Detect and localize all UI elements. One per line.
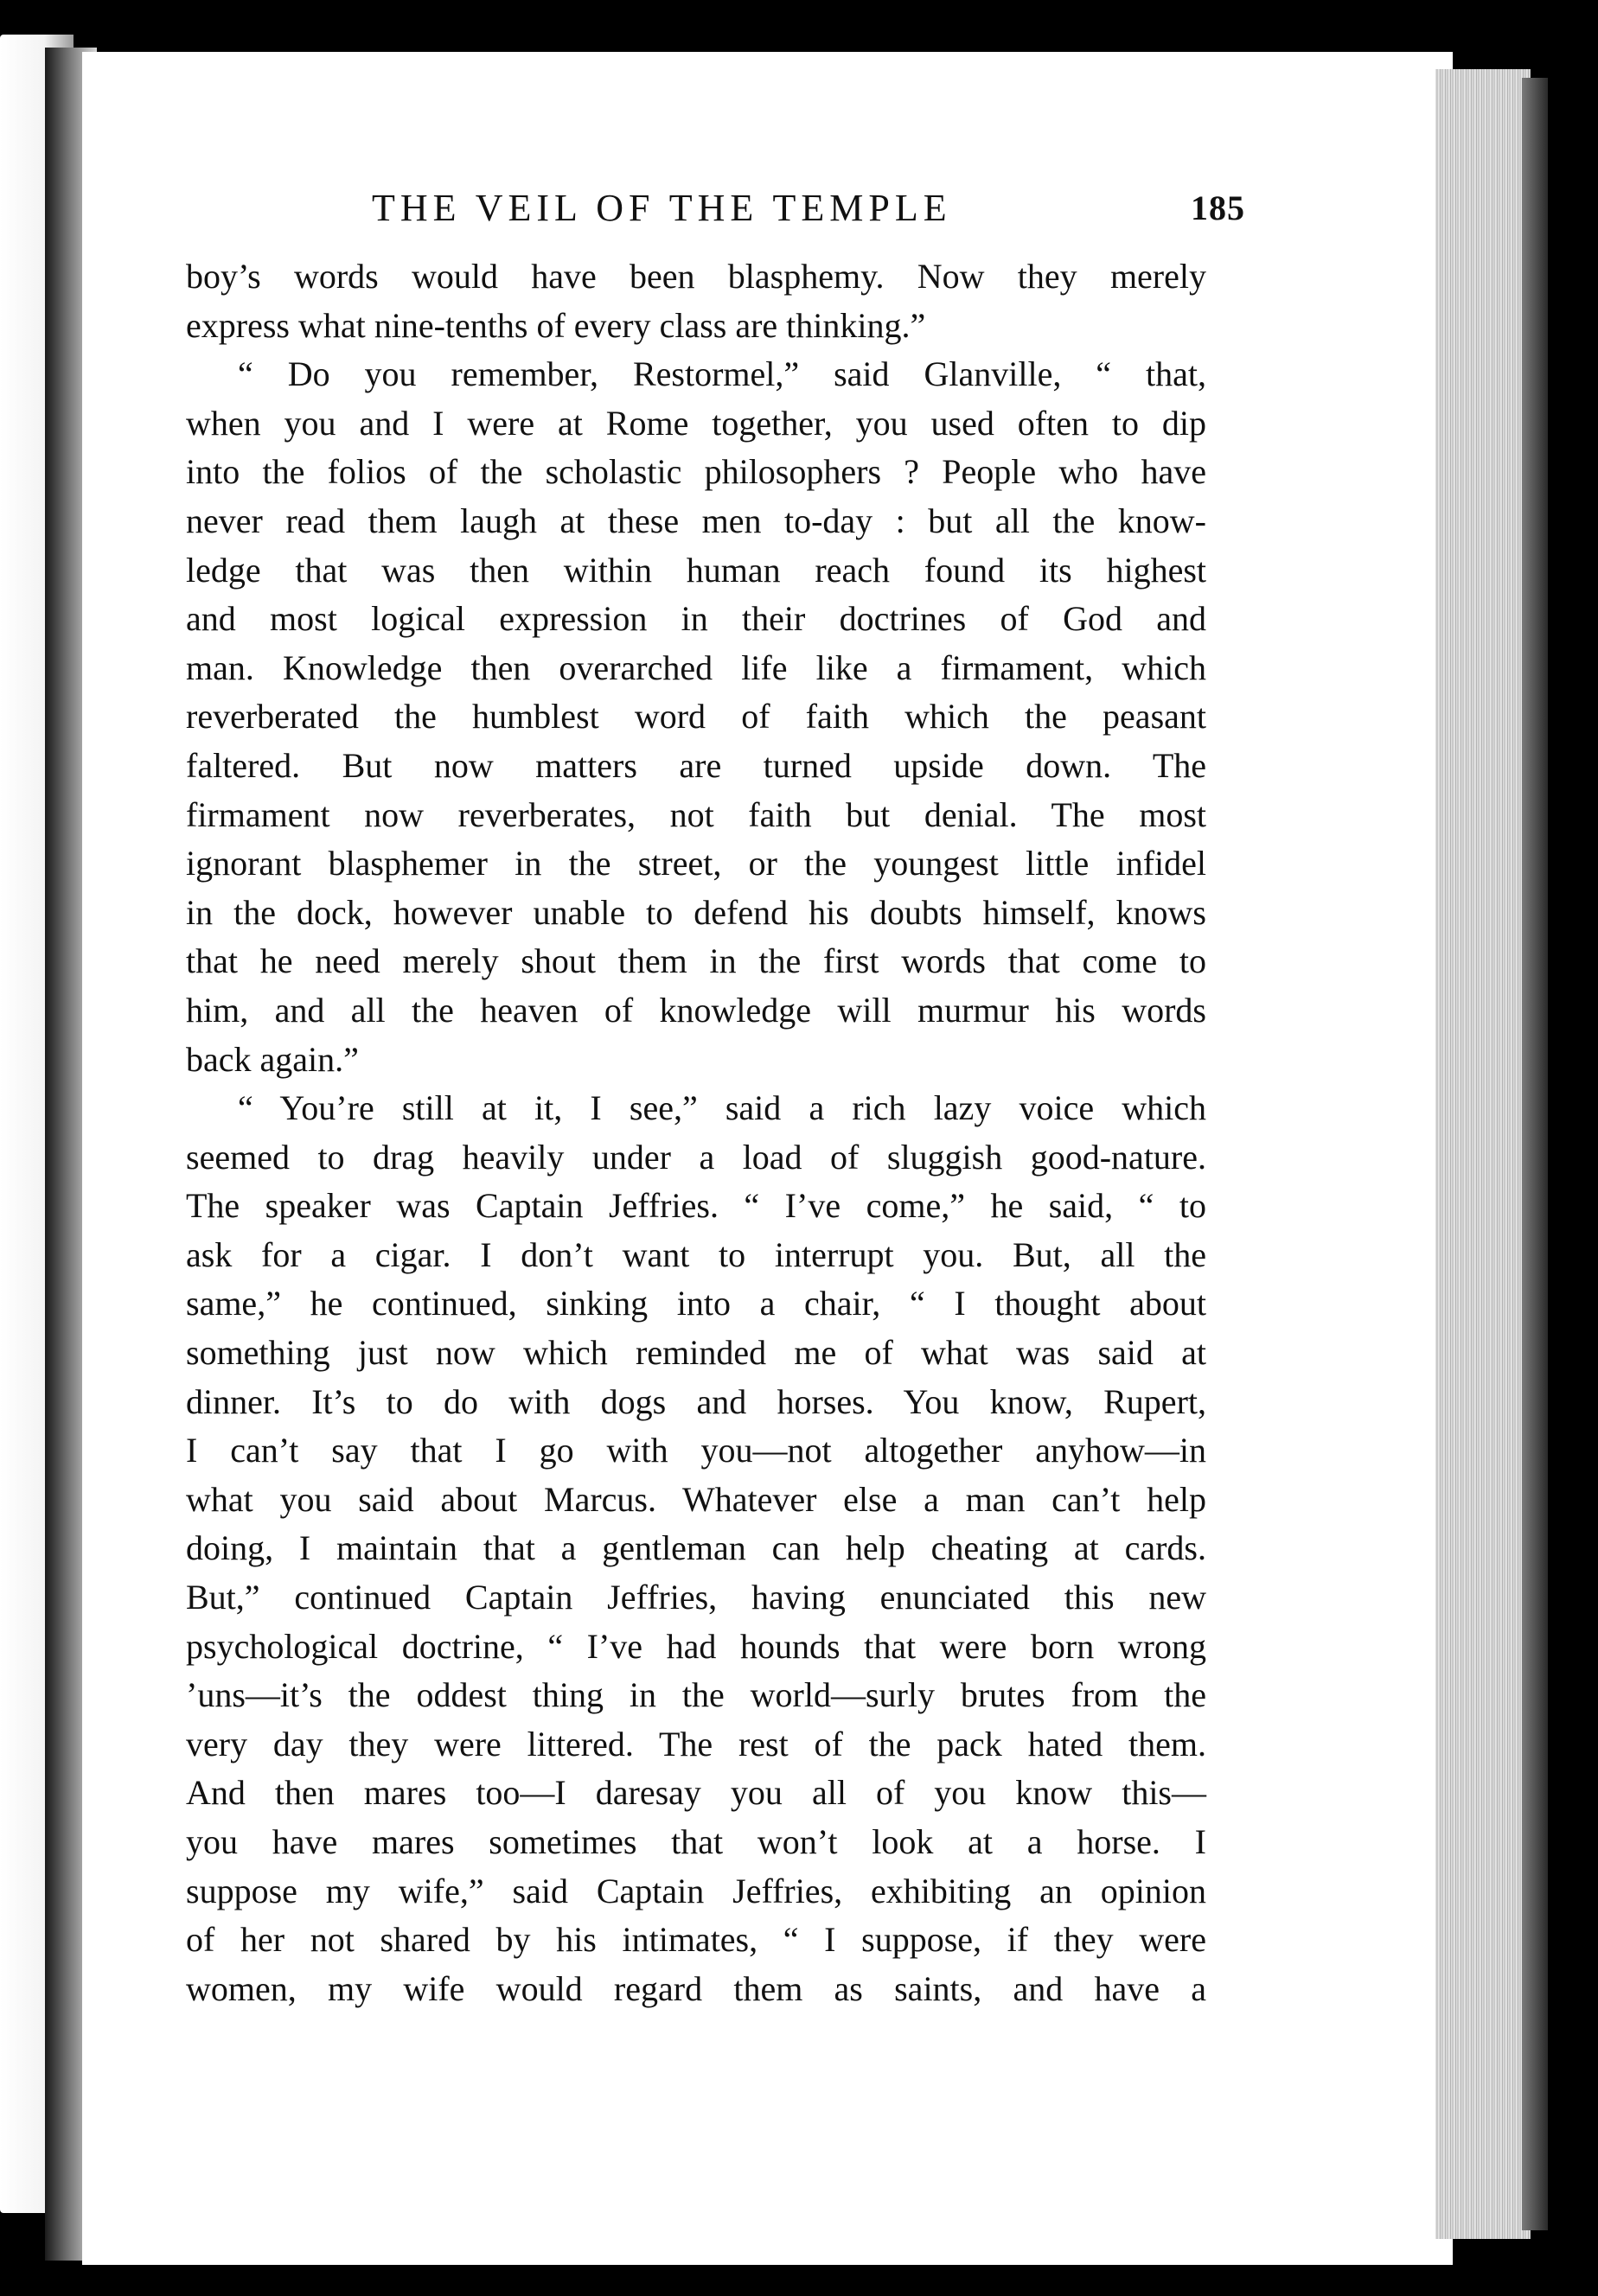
page-number: 185 — [1191, 188, 1245, 227]
running-title: THE VEIL OF THE TEMPLE — [372, 187, 952, 229]
text-line: of her not shared by his intimates, “ I suppose, if they were — [186, 1920, 1206, 1960]
text-line: And then mares too—I daresay you all of you know this— — [186, 1773, 1206, 1813]
text-line: what you said about Marcus. Whatever else a man can’t help — [186, 1479, 1206, 1519]
text-line: him, and all the heaven of knowledge will murmur his words — [186, 990, 1206, 1030]
text-line: ignorant blasphemer in the street, or the youngest little infidel — [186, 844, 1206, 883]
text-line: back again.” — [186, 1039, 359, 1079]
text-line: I can’t say that I go with you—not altogether anyhow—in — [186, 1431, 1206, 1470]
page-edges-shadow — [1522, 78, 1548, 2230]
text-line: faltered. But now matters are turned upside down. The — [186, 745, 1206, 785]
text-line: in the dock, however unable to defend his doubts himself, knows — [186, 892, 1206, 932]
text-line: boy’s words would have been blasphemy. Now they merely — [186, 257, 1206, 296]
text-line: ledge that was then within human reach found its highest — [186, 550, 1206, 590]
text-line: “ Do you remember, Restormel,” said Glanville, “ that, — [238, 354, 1206, 394]
text-line: seemed to drag heavily under a load of sluggish good-nature. — [186, 1137, 1206, 1177]
text-line: “ You’re still at it, I see,” said a rich lazy voice which — [238, 1088, 1206, 1128]
text-line: ’uns—it’s the oddest thing in the world—surly brutes from the — [186, 1675, 1206, 1715]
text-line: very day they were littered. The rest of the pack hated them. — [186, 1724, 1206, 1763]
text-line: doing, I maintain that a gentleman can help cheating at cards. — [186, 1528, 1206, 1568]
text-line: into the folios of the scholastic philosophers ? People who have — [186, 452, 1206, 492]
text-line: women, my wife would regard them as saints, and have a — [186, 1968, 1206, 2008]
running-header — [372, 186, 1245, 238]
text-line: suppose my wife,” said Captain Jeffries, exhibiting an opinion — [186, 1871, 1206, 1910]
text-line: man. Knowledge then overarched life like a firmament, which — [186, 647, 1206, 687]
text-line: reverberated the humblest word of faith which the peasant — [186, 697, 1206, 737]
text-line: But,” continued Captain Jeffries, having enunciated this new — [186, 1578, 1206, 1617]
text-line: that he need merely shout them in the first words that come to — [186, 941, 1206, 981]
text-line: when you and I were at Rome together, you used often to dip — [186, 403, 1206, 443]
text-line: and most logical expression in their doctrines of God and — [186, 599, 1206, 639]
text-line: firmament now reverberates, not faith but denial. The most — [186, 794, 1206, 834]
text-line: The speaker was Captain Jeffries. “ I’ve come,” he said, “ to — [186, 1186, 1206, 1226]
text-line: you have mares sometimes that won’t look at a horse. I — [186, 1822, 1206, 1861]
body-text — [186, 252, 1206, 2013]
text-line: something just now which reminded me of what was said at — [186, 1333, 1206, 1373]
text-line: dinner. It’s to do with dogs and horses. You know, Rupert, — [186, 1381, 1206, 1421]
text-line: same,” he continued, sinking into a chair, “ I thought about — [186, 1284, 1206, 1323]
text-line: express what nine-tenths of every class are thinking.” — [186, 305, 926, 345]
text-line: ask for a cigar. I don’t want to interrupt you. But, all the — [186, 1234, 1206, 1274]
text-line: psychological doctrine, “ I’ve had hounds that were born wrong — [186, 1626, 1206, 1666]
page-edges — [1435, 69, 1531, 2239]
text-line: never read them laugh at these men to-day : but all the know- — [186, 501, 1206, 540]
